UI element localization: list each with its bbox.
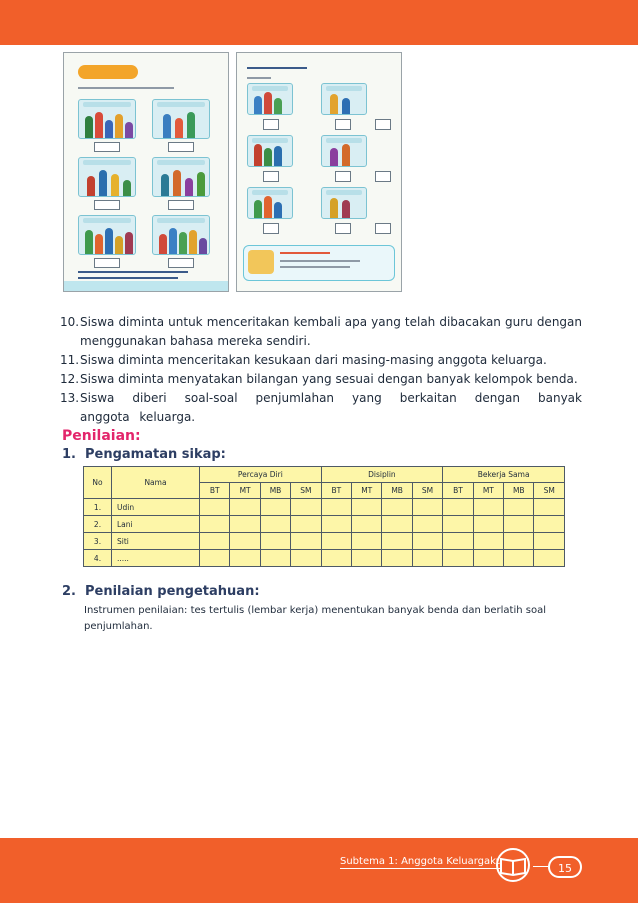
subsection-title: Pengamatan sikap: (85, 447, 226, 462)
subsection-penilaian-pengetahuan (62, 584, 260, 599)
table-row (84, 516, 565, 533)
header-band (0, 0, 638, 45)
section-title-penilaian: Penilaian: (62, 428, 141, 444)
list-item (62, 313, 582, 351)
table-row (84, 550, 565, 567)
step-text: Siswa diminta menceritakan kesukaan dari masing-masing anggota keluarga. (80, 353, 547, 367)
step-text: Siswa diberi soal-soal penjumlahan yang berkaitan dengan banyak anggota keluarga. (80, 391, 582, 424)
list-item (62, 389, 582, 427)
row-number: 2. (84, 516, 112, 533)
subheader: MB (504, 483, 534, 499)
subtema-label: Subtema 1: Anggota Keluargaku (340, 856, 502, 867)
subsection-number: 1. (62, 447, 76, 462)
instrument-text: Instrumen penilaian: tes tertulis (lembar kerja) menentukan banyak benda dan berlatih soal penjumlahan. (84, 605, 546, 632)
step-text: Siswa diminta menyatakan bilangan yang sesuai dengan banyak kelompok benda. (80, 372, 578, 386)
student-name: ..... (112, 550, 200, 567)
subheader: BT (443, 483, 473, 499)
subsection-pengamatan-sikap (62, 447, 226, 462)
student-name: Lani (112, 516, 200, 533)
table-row (84, 499, 565, 516)
page-number: 15 (548, 856, 582, 878)
step-text: Siswa diminta untuk menceritakan kembali apa yang telah dibacakan guru dengan menggunakan bahasa mereka sendiri. (80, 315, 582, 348)
student-name: Siti (112, 533, 200, 550)
subheader: BT (200, 483, 230, 499)
subheader: MB (260, 483, 290, 499)
row-number: 4. (84, 550, 112, 567)
list-item (62, 370, 582, 389)
subheader: MT (352, 483, 382, 499)
subheader: MT (230, 483, 260, 499)
subsection-number: 2. (62, 584, 76, 599)
subheader: MT (473, 483, 503, 499)
list-item (62, 351, 582, 370)
student-name: Udin (112, 499, 200, 516)
subheader: SM (412, 483, 442, 499)
header-percaya-diri: Percaya Diri (200, 467, 322, 483)
book-icon (492, 847, 534, 883)
textbook-page-image-left (63, 52, 229, 292)
header-disiplin: Disiplin (321, 467, 443, 483)
subsection-title: Penilaian pengetahuan: (85, 584, 260, 599)
header-bekerja-sama: Bekerja Sama (443, 467, 565, 483)
row-number: 3. (84, 533, 112, 550)
step-number: 11. (60, 353, 80, 367)
subheader: SM (534, 483, 565, 499)
step-number: 12. (60, 372, 80, 386)
row-number: 1. (84, 499, 112, 516)
header-no: No (84, 467, 112, 499)
step-number: 10. (60, 315, 80, 329)
textbook-page-image-right (236, 52, 402, 292)
attitude-observation-table (83, 466, 565, 567)
header-nama: Nama (112, 467, 200, 499)
step-number: 13. (60, 391, 80, 405)
subheader: SM (291, 483, 321, 499)
subheader: MB (382, 483, 412, 499)
footer-band (0, 838, 638, 903)
table-row (84, 533, 565, 550)
footer-divider (533, 866, 548, 867)
step-list (62, 313, 582, 427)
activity-tag (78, 65, 138, 79)
subheader: BT (321, 483, 351, 499)
